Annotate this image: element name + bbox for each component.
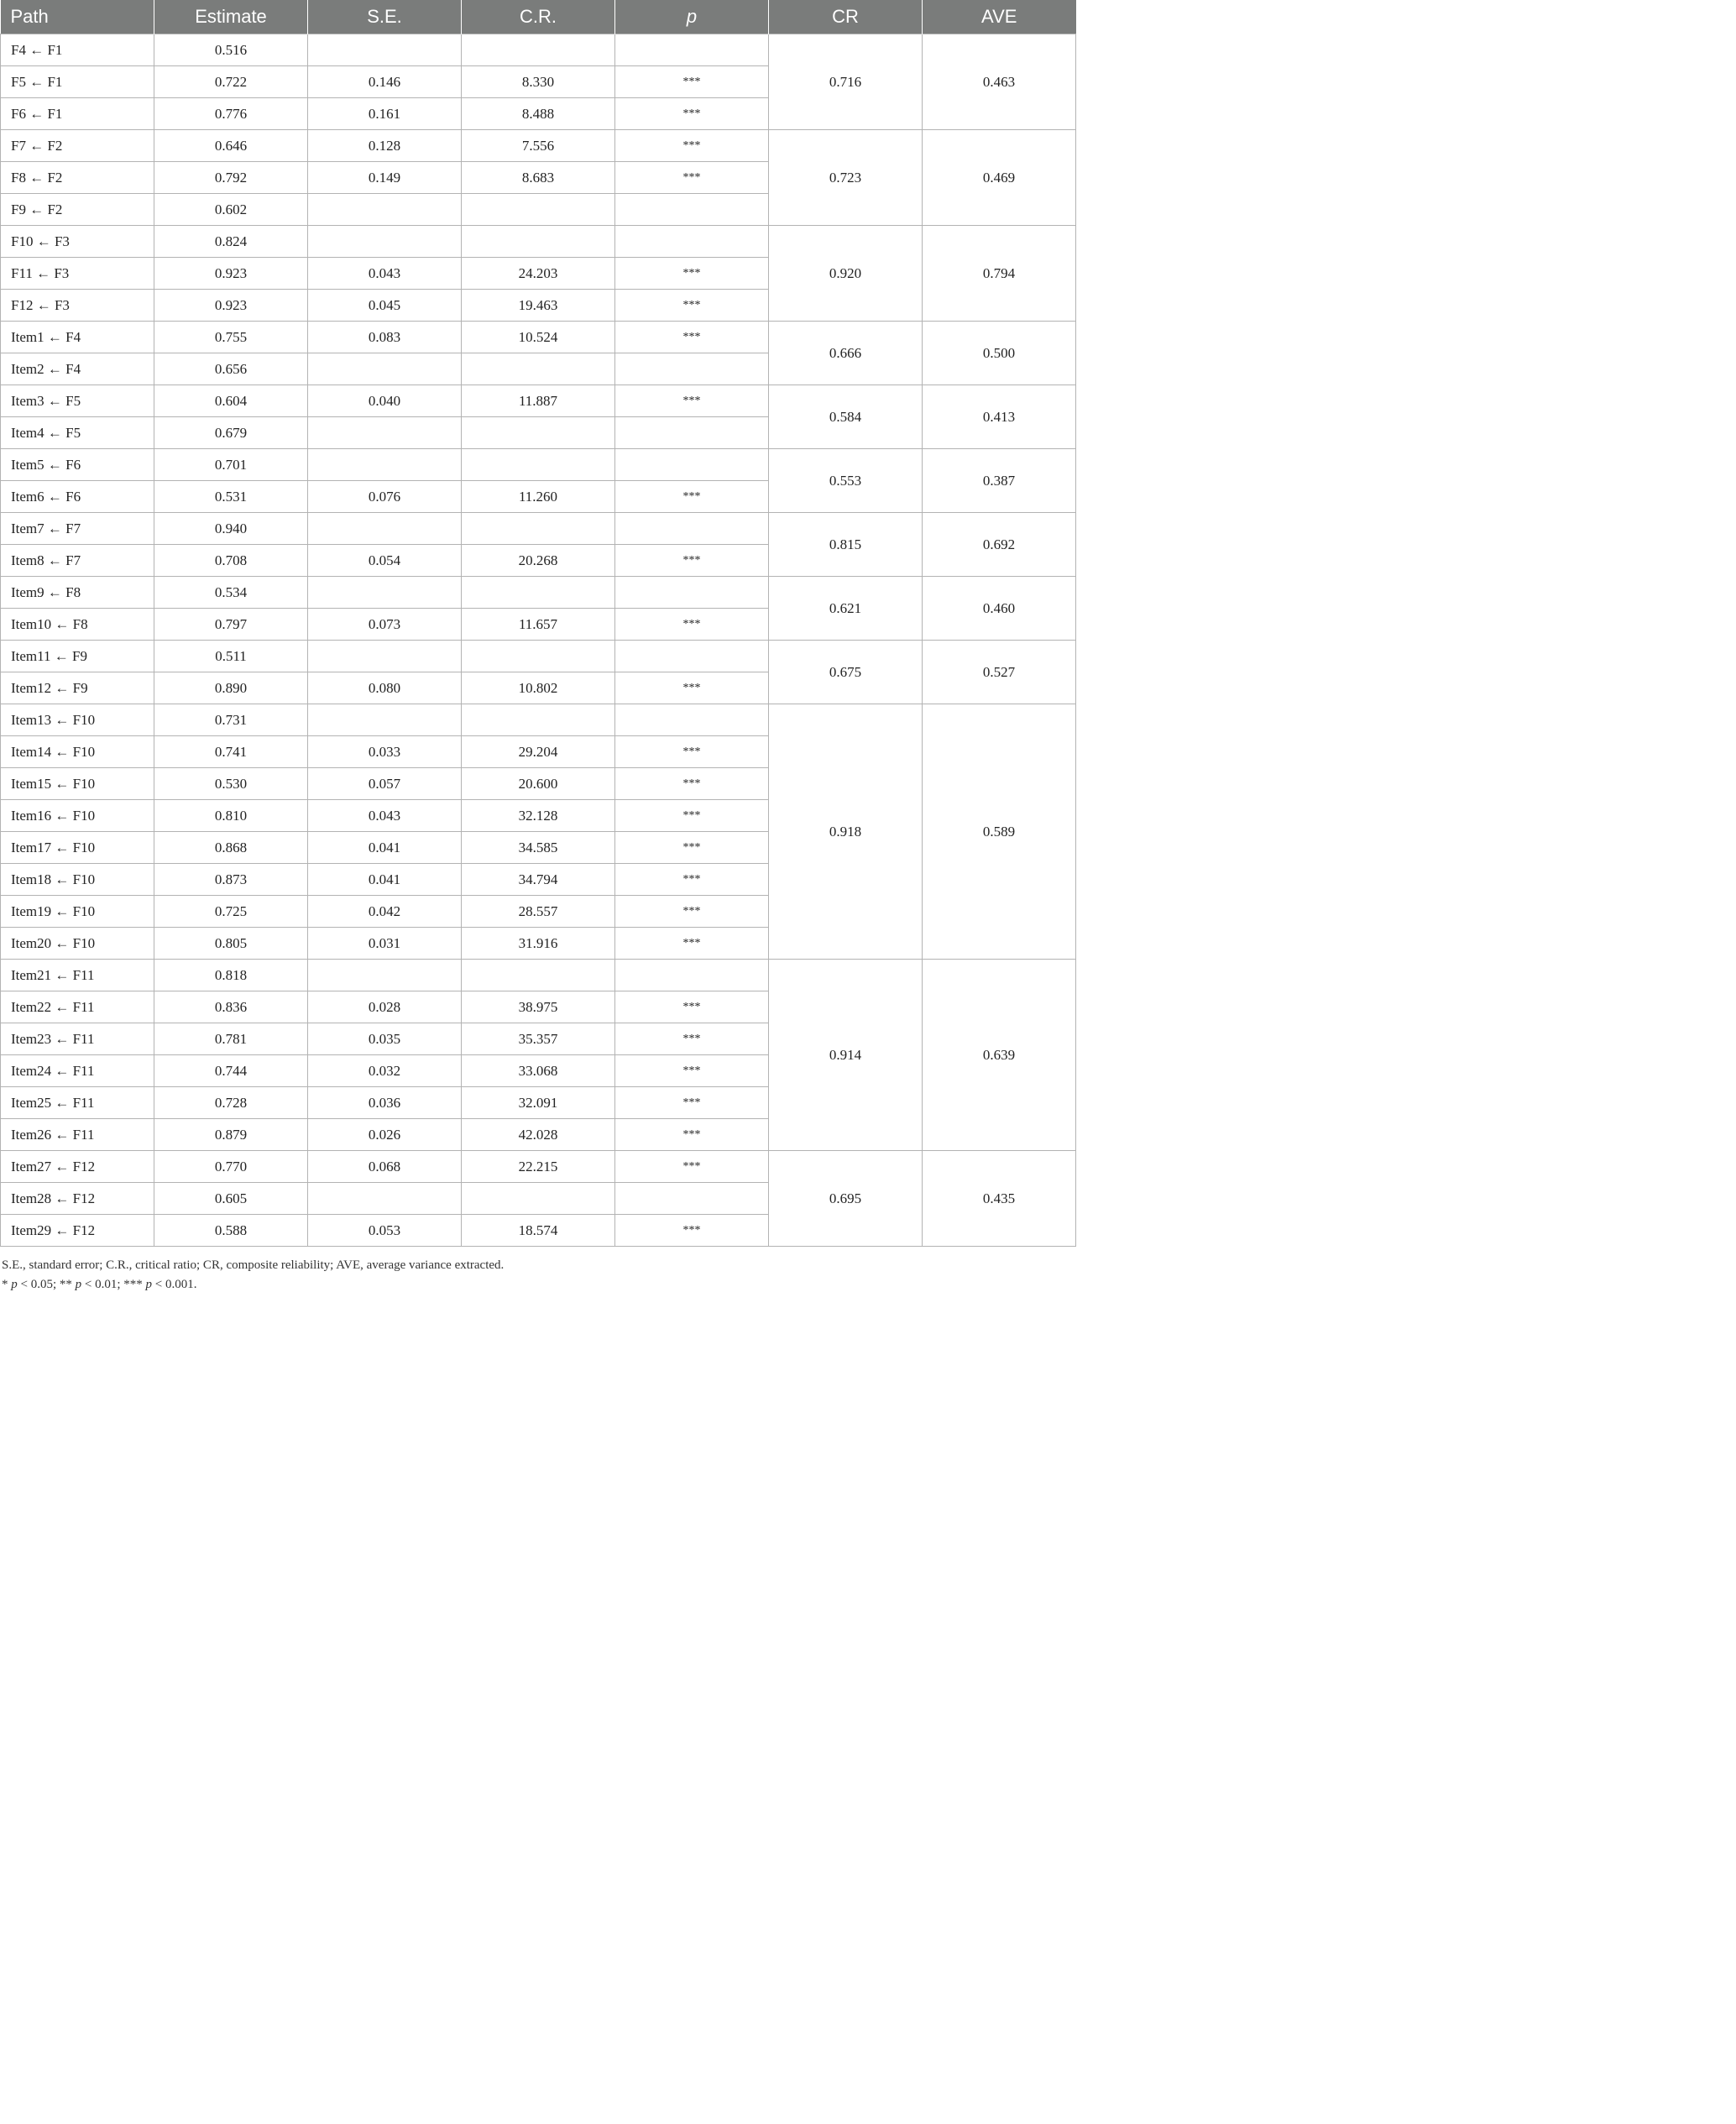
cell-path: Item14 ← F10 bbox=[1, 736, 154, 768]
cell-cr-ratio bbox=[462, 34, 615, 66]
sig-mark: * bbox=[2, 1278, 12, 1291]
cell-estimate: 0.770 bbox=[154, 1151, 308, 1183]
cell-p: *** bbox=[615, 545, 769, 577]
cell-p: *** bbox=[615, 896, 769, 928]
cell-p: *** bbox=[615, 385, 769, 417]
cell-cr-ratio: 7.556 bbox=[462, 130, 615, 162]
cell-estimate: 0.588 bbox=[154, 1215, 308, 1247]
cell-cr-ratio: 11.887 bbox=[462, 385, 615, 417]
cell-estimate: 0.805 bbox=[154, 928, 308, 960]
cell-p bbox=[615, 1183, 769, 1215]
cell-cr-ratio: 42.028 bbox=[462, 1119, 615, 1151]
cell-cr-ratio bbox=[462, 513, 615, 545]
results-table bbox=[0, 0, 1076, 1247]
header-critical-ratio: C.R. bbox=[462, 0, 615, 34]
cell-cr: 0.920 bbox=[769, 226, 923, 322]
cell-p: *** bbox=[615, 1151, 769, 1183]
cell-cr-ratio bbox=[462, 226, 615, 258]
cell-cr: 0.815 bbox=[769, 513, 923, 577]
cell-path: F12 ← F3 bbox=[1, 290, 154, 322]
cell-estimate: 0.741 bbox=[154, 736, 308, 768]
cell-p: *** bbox=[615, 290, 769, 322]
sig-variable: p bbox=[145, 1278, 153, 1291]
cell-path: Item15 ← F10 bbox=[1, 768, 154, 800]
cell-estimate: 0.728 bbox=[154, 1087, 308, 1119]
table-header bbox=[1, 0, 1076, 34]
cell-se: 0.026 bbox=[308, 1119, 462, 1151]
table-row bbox=[1, 226, 1076, 258]
cell-p bbox=[615, 417, 769, 449]
cell-p: *** bbox=[615, 162, 769, 194]
sig-threshold: < 0.01; bbox=[81, 1278, 124, 1291]
cell-path: Item21 ← F11 bbox=[1, 960, 154, 991]
cell-path: F6 ← F1 bbox=[1, 98, 154, 130]
header-row bbox=[1, 0, 1076, 34]
cell-cr: 0.621 bbox=[769, 577, 923, 641]
cell-path: Item22 ← F11 bbox=[1, 991, 154, 1023]
cell-path: Item23 ← F11 bbox=[1, 1023, 154, 1055]
table-row bbox=[1, 513, 1076, 545]
cell-cr: 0.716 bbox=[769, 34, 923, 130]
cell-estimate: 0.836 bbox=[154, 991, 308, 1023]
cell-cr-ratio bbox=[462, 449, 615, 481]
cell-se bbox=[308, 449, 462, 481]
cell-ave: 0.435 bbox=[923, 1151, 1076, 1247]
cell-se bbox=[308, 417, 462, 449]
cell-estimate: 0.744 bbox=[154, 1055, 308, 1087]
cell-path: Item16 ← F10 bbox=[1, 800, 154, 832]
cell-p: *** bbox=[615, 66, 769, 98]
cell-path: Item12 ← F9 bbox=[1, 672, 154, 704]
cell-estimate: 0.776 bbox=[154, 98, 308, 130]
cell-cr-ratio bbox=[462, 960, 615, 991]
cell-cr: 0.584 bbox=[769, 385, 923, 449]
cell-cr: 0.918 bbox=[769, 704, 923, 960]
cell-cr-ratio: 38.975 bbox=[462, 991, 615, 1023]
cell-path: Item26 ← F11 bbox=[1, 1119, 154, 1151]
header-path: Path bbox=[1, 0, 154, 34]
cell-estimate: 0.656 bbox=[154, 353, 308, 385]
cell-cr-ratio: 32.128 bbox=[462, 800, 615, 832]
cell-p: *** bbox=[615, 1023, 769, 1055]
cell-estimate: 0.792 bbox=[154, 162, 308, 194]
header-ave: AVE bbox=[923, 0, 1076, 34]
cell-p: *** bbox=[615, 928, 769, 960]
sig-threshold: < 0.001. bbox=[152, 1278, 197, 1291]
cell-ave: 0.387 bbox=[923, 449, 1076, 513]
cell-cr-ratio: 32.091 bbox=[462, 1087, 615, 1119]
cell-estimate: 0.923 bbox=[154, 290, 308, 322]
cell-estimate: 0.531 bbox=[154, 481, 308, 513]
cell-p: *** bbox=[615, 130, 769, 162]
cell-cr: 0.666 bbox=[769, 322, 923, 385]
table-row bbox=[1, 130, 1076, 162]
cell-se bbox=[308, 1183, 462, 1215]
cell-ave: 0.692 bbox=[923, 513, 1076, 577]
cell-cr: 0.675 bbox=[769, 641, 923, 704]
cell-path: Item19 ← F10 bbox=[1, 896, 154, 928]
cell-ave: 0.469 bbox=[923, 130, 1076, 226]
sig-variable: p bbox=[75, 1278, 82, 1291]
cell-path: Item27 ← F12 bbox=[1, 1151, 154, 1183]
cell-se: 0.057 bbox=[308, 768, 462, 800]
cell-estimate: 0.602 bbox=[154, 194, 308, 226]
cell-cr-ratio: 28.557 bbox=[462, 896, 615, 928]
cell-se bbox=[308, 34, 462, 66]
cell-se: 0.043 bbox=[308, 258, 462, 290]
cell-se: 0.028 bbox=[308, 991, 462, 1023]
cell-cr-ratio: 8.488 bbox=[462, 98, 615, 130]
cell-estimate: 0.940 bbox=[154, 513, 308, 545]
cell-se: 0.068 bbox=[308, 1151, 462, 1183]
cell-p: *** bbox=[615, 1055, 769, 1087]
cell-estimate: 0.679 bbox=[154, 417, 308, 449]
cell-path: Item28 ← F12 bbox=[1, 1183, 154, 1215]
cell-cr-ratio bbox=[462, 641, 615, 672]
cell-se bbox=[308, 226, 462, 258]
cell-path: Item7 ← F7 bbox=[1, 513, 154, 545]
cell-path: Item11 ← F9 bbox=[1, 641, 154, 672]
table-row bbox=[1, 1151, 1076, 1183]
cell-se: 0.040 bbox=[308, 385, 462, 417]
cell-p: *** bbox=[615, 800, 769, 832]
table-row bbox=[1, 34, 1076, 66]
cell-path: Item13 ← F10 bbox=[1, 704, 154, 736]
cell-ave: 0.500 bbox=[923, 322, 1076, 385]
cell-estimate: 0.604 bbox=[154, 385, 308, 417]
cell-se: 0.035 bbox=[308, 1023, 462, 1055]
cell-ave: 0.794 bbox=[923, 226, 1076, 322]
cell-estimate: 0.701 bbox=[154, 449, 308, 481]
cell-p: *** bbox=[615, 322, 769, 353]
cell-se bbox=[308, 353, 462, 385]
cell-se: 0.083 bbox=[308, 322, 462, 353]
cell-se: 0.043 bbox=[308, 800, 462, 832]
cell-se: 0.036 bbox=[308, 1087, 462, 1119]
document bbox=[0, 0, 1076, 1293]
cell-path: Item2 ← F4 bbox=[1, 353, 154, 385]
cell-path: Item24 ← F11 bbox=[1, 1055, 154, 1087]
cell-p bbox=[615, 194, 769, 226]
cell-cr: 0.914 bbox=[769, 960, 923, 1151]
cell-se bbox=[308, 194, 462, 226]
sig-variable: p bbox=[11, 1278, 18, 1291]
table-row bbox=[1, 704, 1076, 736]
cell-cr-ratio: 34.585 bbox=[462, 832, 615, 864]
cell-path: Item4 ← F5 bbox=[1, 417, 154, 449]
cell-p: *** bbox=[615, 1215, 769, 1247]
cell-path: Item3 ← F5 bbox=[1, 385, 154, 417]
cell-cr-ratio bbox=[462, 417, 615, 449]
cell-cr-ratio: 8.683 bbox=[462, 162, 615, 194]
cell-path: F7 ← F2 bbox=[1, 130, 154, 162]
cell-ave: 0.527 bbox=[923, 641, 1076, 704]
cell-p bbox=[615, 449, 769, 481]
cell-path: Item29 ← F12 bbox=[1, 1215, 154, 1247]
cell-estimate: 0.534 bbox=[154, 577, 308, 609]
cell-estimate: 0.810 bbox=[154, 800, 308, 832]
cell-estimate: 0.722 bbox=[154, 66, 308, 98]
cell-estimate: 0.868 bbox=[154, 832, 308, 864]
cell-path: F5 ← F1 bbox=[1, 66, 154, 98]
cell-estimate: 0.516 bbox=[154, 34, 308, 66]
cell-path: F4 ← F1 bbox=[1, 34, 154, 66]
cell-p: *** bbox=[615, 864, 769, 896]
cell-estimate: 0.725 bbox=[154, 896, 308, 928]
table-notes bbox=[0, 1257, 1076, 1293]
cell-se bbox=[308, 960, 462, 991]
cell-path: Item17 ← F10 bbox=[1, 832, 154, 864]
cell-se: 0.073 bbox=[308, 609, 462, 641]
cell-estimate: 0.731 bbox=[154, 704, 308, 736]
cell-cr-ratio: 35.357 bbox=[462, 1023, 615, 1055]
cell-p bbox=[615, 34, 769, 66]
cell-p: *** bbox=[615, 672, 769, 704]
cell-estimate: 0.879 bbox=[154, 1119, 308, 1151]
table-body bbox=[1, 34, 1076, 1247]
cell-se: 0.031 bbox=[308, 928, 462, 960]
cell-path: F9 ← F2 bbox=[1, 194, 154, 226]
cell-p: *** bbox=[615, 736, 769, 768]
cell-cr-ratio: 31.916 bbox=[462, 928, 615, 960]
cell-cr-ratio: 11.260 bbox=[462, 481, 615, 513]
cell-se: 0.045 bbox=[308, 290, 462, 322]
cell-path: Item9 ← F8 bbox=[1, 577, 154, 609]
cell-ave: 0.413 bbox=[923, 385, 1076, 449]
cell-cr-ratio bbox=[462, 704, 615, 736]
cell-p: *** bbox=[615, 832, 769, 864]
cell-cr-ratio bbox=[462, 1183, 615, 1215]
cell-cr: 0.723 bbox=[769, 130, 923, 226]
cell-se: 0.053 bbox=[308, 1215, 462, 1247]
cell-cr-ratio bbox=[462, 353, 615, 385]
cell-estimate: 0.646 bbox=[154, 130, 308, 162]
cell-se: 0.161 bbox=[308, 98, 462, 130]
significance-note bbox=[2, 1276, 1076, 1293]
cell-se: 0.041 bbox=[308, 864, 462, 896]
cell-path: F8 ← F2 bbox=[1, 162, 154, 194]
cell-cr-ratio: 10.524 bbox=[462, 322, 615, 353]
cell-p bbox=[615, 577, 769, 609]
cell-p: *** bbox=[615, 258, 769, 290]
cell-p: *** bbox=[615, 98, 769, 130]
cell-cr-ratio: 22.215 bbox=[462, 1151, 615, 1183]
cell-se bbox=[308, 513, 462, 545]
cell-estimate: 0.530 bbox=[154, 768, 308, 800]
cell-cr-ratio: 11.657 bbox=[462, 609, 615, 641]
cell-p bbox=[615, 641, 769, 672]
cell-se bbox=[308, 641, 462, 672]
cell-cr-ratio: 34.794 bbox=[462, 864, 615, 896]
sig-mark: ** bbox=[59, 1278, 76, 1291]
cell-path: F11 ← F3 bbox=[1, 258, 154, 290]
cell-path: Item25 ← F11 bbox=[1, 1087, 154, 1119]
cell-cr-ratio: 18.574 bbox=[462, 1215, 615, 1247]
cell-estimate: 0.755 bbox=[154, 322, 308, 353]
sig-threshold: < 0.05; bbox=[17, 1278, 60, 1291]
table-row bbox=[1, 322, 1076, 353]
cell-p bbox=[615, 960, 769, 991]
cell-ave: 0.463 bbox=[923, 34, 1076, 130]
cell-path: Item20 ← F10 bbox=[1, 928, 154, 960]
cell-cr-ratio: 19.463 bbox=[462, 290, 615, 322]
cell-estimate: 0.781 bbox=[154, 1023, 308, 1055]
cell-estimate: 0.890 bbox=[154, 672, 308, 704]
cell-path: Item18 ← F10 bbox=[1, 864, 154, 896]
cell-se bbox=[308, 704, 462, 736]
cell-cr-ratio: 20.268 bbox=[462, 545, 615, 577]
cell-cr-ratio: 29.204 bbox=[462, 736, 615, 768]
cell-p: *** bbox=[615, 481, 769, 513]
cell-p: *** bbox=[615, 991, 769, 1023]
cell-path: Item1 ← F4 bbox=[1, 322, 154, 353]
cell-ave: 0.460 bbox=[923, 577, 1076, 641]
table-row bbox=[1, 449, 1076, 481]
cell-estimate: 0.797 bbox=[154, 609, 308, 641]
cell-p bbox=[615, 226, 769, 258]
cell-cr-ratio: 10.802 bbox=[462, 672, 615, 704]
cell-se: 0.032 bbox=[308, 1055, 462, 1087]
cell-se: 0.149 bbox=[308, 162, 462, 194]
cell-estimate: 0.511 bbox=[154, 641, 308, 672]
cell-p: *** bbox=[615, 1119, 769, 1151]
cell-path: Item5 ← F6 bbox=[1, 449, 154, 481]
cell-cr-ratio: 20.600 bbox=[462, 768, 615, 800]
table-row bbox=[1, 960, 1076, 991]
cell-se: 0.041 bbox=[308, 832, 462, 864]
cell-ave: 0.639 bbox=[923, 960, 1076, 1151]
cell-ave: 0.589 bbox=[923, 704, 1076, 960]
cell-cr: 0.553 bbox=[769, 449, 923, 513]
cell-path: Item6 ← F6 bbox=[1, 481, 154, 513]
cell-se: 0.076 bbox=[308, 481, 462, 513]
cell-se: 0.146 bbox=[308, 66, 462, 98]
cell-estimate: 0.873 bbox=[154, 864, 308, 896]
cell-estimate: 0.923 bbox=[154, 258, 308, 290]
cell-se: 0.054 bbox=[308, 545, 462, 577]
cell-se: 0.080 bbox=[308, 672, 462, 704]
table-row bbox=[1, 385, 1076, 417]
cell-path: Item10 ← F8 bbox=[1, 609, 154, 641]
header-estimate: Estimate bbox=[154, 0, 308, 34]
cell-p: *** bbox=[615, 768, 769, 800]
cell-p bbox=[615, 704, 769, 736]
header-cr: CR bbox=[769, 0, 923, 34]
header-p: p bbox=[615, 0, 769, 34]
cell-cr-ratio bbox=[462, 577, 615, 609]
cell-cr: 0.695 bbox=[769, 1151, 923, 1247]
cell-se: 0.033 bbox=[308, 736, 462, 768]
table-row bbox=[1, 577, 1076, 609]
cell-cr-ratio bbox=[462, 194, 615, 226]
cell-p bbox=[615, 353, 769, 385]
cell-p bbox=[615, 513, 769, 545]
cell-p: *** bbox=[615, 1087, 769, 1119]
cell-cr-ratio: 8.330 bbox=[462, 66, 615, 98]
table-row bbox=[1, 641, 1076, 672]
cell-se: 0.042 bbox=[308, 896, 462, 928]
cell-cr-ratio: 24.203 bbox=[462, 258, 615, 290]
header-se: S.E. bbox=[308, 0, 462, 34]
cell-se: 0.128 bbox=[308, 130, 462, 162]
cell-estimate: 0.605 bbox=[154, 1183, 308, 1215]
cell-cr-ratio: 33.068 bbox=[462, 1055, 615, 1087]
cell-se bbox=[308, 577, 462, 609]
cell-estimate: 0.708 bbox=[154, 545, 308, 577]
cell-path: Item8 ← F7 bbox=[1, 545, 154, 577]
cell-estimate: 0.824 bbox=[154, 226, 308, 258]
sig-mark: *** bbox=[123, 1278, 146, 1291]
abbreviations-note: S.E., standard error; C.R., critical ratio; CR, composite reliability; AVE, average variance extracted. bbox=[2, 1258, 505, 1272]
cell-p: *** bbox=[615, 609, 769, 641]
cell-path: F10 ← F3 bbox=[1, 226, 154, 258]
cell-estimate: 0.818 bbox=[154, 960, 308, 991]
